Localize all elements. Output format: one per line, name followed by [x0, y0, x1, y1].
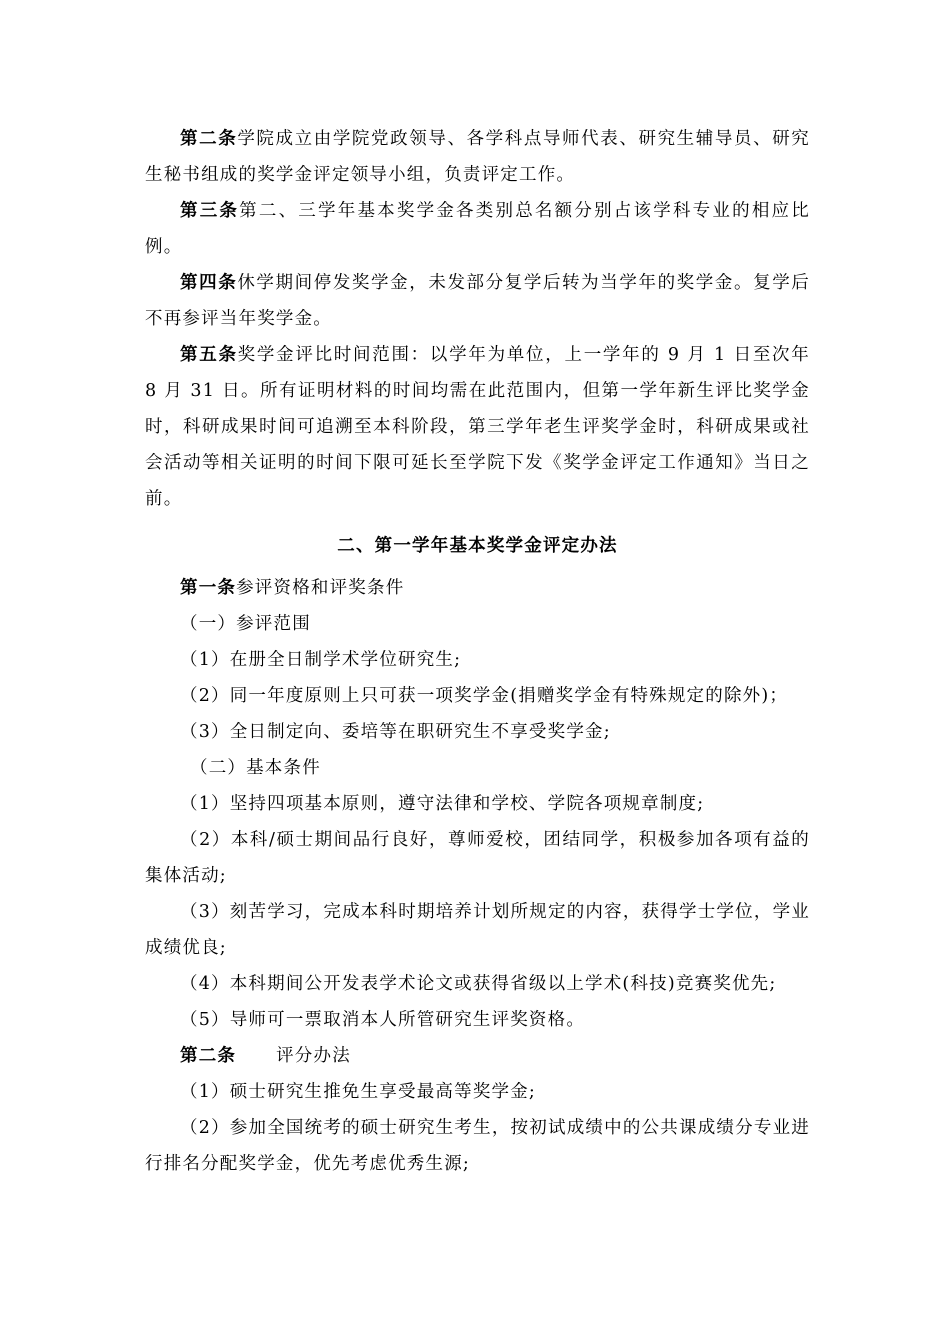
- article-label: 第三条: [180, 201, 240, 221]
- article-3-paragraph: [145, 193, 810, 265]
- scope-item: （3）全日制定向、委培等在职研究生不享受奖学金;: [180, 722, 611, 742]
- article-text: 参评资格和评奖条件: [236, 578, 405, 598]
- article-text: 第二、三学年基本奖学金各类别总名额分别占该学科专业的相应比例。: [145, 201, 810, 257]
- basic-condition-item: （3）刻苦学习，完成本科时期培养计划所规定的内容，获得学士学位，学业成绩优良;: [145, 902, 810, 958]
- article-label: 第二条: [180, 1046, 237, 1066]
- article-text: 休学期间停发奖学金，未发部分复学后转为当学年的奖学金。复学后不再参评当年奖学金。: [145, 273, 810, 329]
- scoring-item: （2）参加全国统考的硕士研究生考生，按初试成绩中的公共课成绩分专业进行排名分配奖学金，优先考虑优秀生源;: [145, 1118, 810, 1174]
- scope-item: （1）在册全日制学术学位研究生;: [180, 650, 462, 670]
- section2-article-2-paragraph: [145, 1038, 810, 1074]
- article-label: 第五条: [180, 345, 238, 365]
- article-label: 第四条: [180, 273, 238, 293]
- basic-conditions-title: （二）基本条件: [190, 758, 321, 778]
- article-text: 奖学金评比时间范围：以学年为单位，上一学年的 9 月 1 日至次年 8 月 31 日。所有证明材料的时间均需在此范围内，但第一学年新生评比奖学金时，科研成果时间可追溯至本科阶段，第三学年老生评奖学金时，科研成果或社会活动等相关证明的时间下限可延长至学院下发《奖学金评定工作通知》当日之前。: [145, 345, 810, 509]
- article-text: 评分办法: [276, 1046, 351, 1066]
- article-label: 第二条: [180, 129, 238, 149]
- scope-item: （2）同一年度原则上只可获一项奖学金(捐赠奖学金有特殊规定的除外)；: [180, 686, 789, 706]
- section-heading: 二、第一学年基本奖学金评定办法: [337, 536, 618, 556]
- article-text: 学院成立由学院党政领导、各学科点导师代表、研究生辅导员、研究生秘书组成的奖学金评定领导小组，负责评定工作。: [145, 129, 810, 185]
- basic-condition-item: （4）本科期间公开发表学术论文或获得省级以上学术(科技)竞赛奖优先;: [180, 974, 777, 994]
- scope-title: （一）参评范围: [180, 614, 311, 634]
- article-label: 第一条: [180, 578, 237, 598]
- article-5-paragraph: [145, 337, 810, 517]
- basic-condition-item: （1）坚持四项基本原则，遵守法律和学校、学院各项规章制度;: [180, 794, 705, 814]
- document-body: [145, 121, 810, 1182]
- article-4-paragraph: [145, 265, 810, 337]
- scoring-item: （1）硕士研究生推免生享受最高等奖学金;: [180, 1082, 537, 1102]
- basic-condition-item: （2）本科/硕士期间品行良好，尊师爱校，团结同学，积极参加各项有益的集体活动;: [145, 830, 810, 886]
- article-2-paragraph: [145, 121, 810, 193]
- basic-condition-item: （5）导师可一票取消本人所管研究生评奖资格。: [180, 1010, 586, 1030]
- section2-article-1-paragraph: [145, 570, 810, 606]
